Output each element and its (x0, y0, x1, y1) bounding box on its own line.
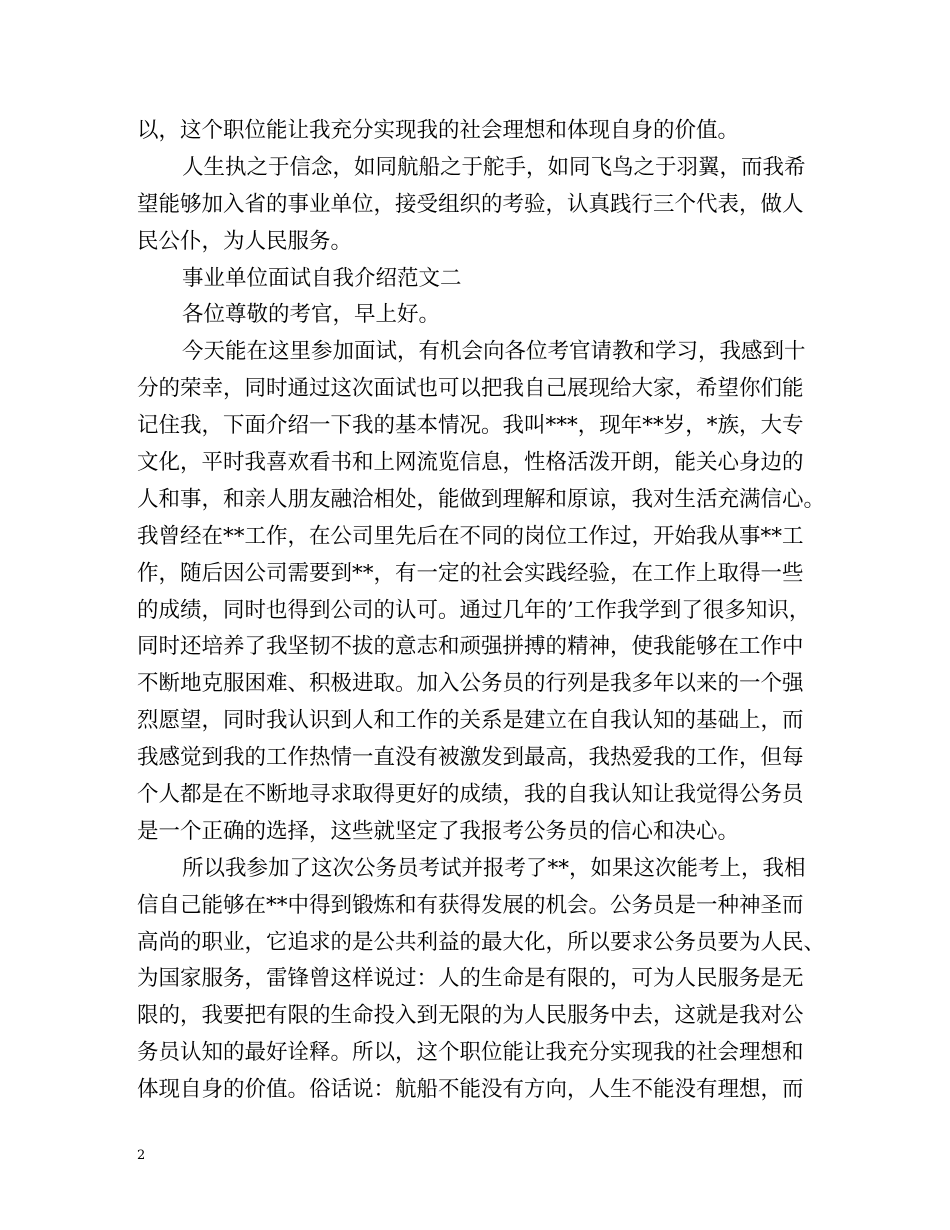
text-line: 记住我，下面介绍一下我的基本情况。我叫***，现年**岁，*族，大专 (137, 413, 804, 439)
text-line: 为国家服务，雷锋曾这样说过：人的生命是有限的，可为人民服务是无 (137, 966, 804, 992)
text-line: 信自己能够在**中得到锻炼和有获得发展的机会。公务员是一种神圣而 (137, 892, 804, 918)
text-line: 所以我参加了这次公务员考试并报考了**，如果这次能考上，我相 (182, 855, 806, 881)
text-line: 事业单位面试自我介绍范文二 (182, 265, 462, 291)
text-line: 烈愿望，同时我认识到人和工作的关系是建立在自我认知的基础上，而 (137, 708, 804, 734)
text-line: 各位尊敬的考官，早上好。 (182, 302, 441, 328)
text-line: 作，随后因公司需要到**，有一定的社会实践经验，在工作上取得一些 (137, 560, 804, 586)
text-line: 今天能在这里参加面试，有机会向各位考官请教和学习，我感到十 (182, 339, 806, 365)
text-line: 望能够加入省的事业单位，接受组织的考验，认真践行三个代表，做人 (137, 191, 804, 217)
text-line: 人生执之于信念，如同航船之于舵手，如同飞鸟之于羽翼，而我希 (182, 154, 806, 180)
text-line: 我感觉到我的工作热情一直没有被激发到最高，我热爱我的工作，但每 (137, 745, 804, 771)
page-number: 2 (137, 1148, 146, 1163)
text-line: 人和事，和亲人朋友融洽相处，能做到理解和原谅，我对生活充满信心。 (137, 486, 826, 512)
text-line: 民公仆，为人民服务。 (137, 228, 353, 254)
text-line: 限的，我要把有限的生命投入到无限的为人民服务中去，这就是我对公 (137, 1003, 804, 1029)
text-line: 不断地克服困难、积极进取。加入公务员的行列是我多年以来的一个强 (137, 671, 804, 697)
text-line: 的成绩，同时也得到公司的认可。通过几年的’工作我学到了很多知识， (137, 597, 811, 623)
text-line: 个人都是在不断地寻求取得更好的成绩，我的自我认知让我觉得公务员 (137, 782, 804, 808)
text-line: 体现自身的价值。俗话说：航船不能没有方向，人生不能没有理想，而 (137, 1077, 804, 1103)
text-line: 我曾经在**工作，在公司里先后在不同的岗位工作过，开始我从事**工 (137, 523, 804, 549)
text-line: 高尚的职业，它追求的是公共利益的最大化，所以要求公务员要为人民、 (137, 929, 826, 955)
text-line: 同时还培养了我坚韧不拔的意志和顽强拼搏的精神，使我能够在工作中 (137, 634, 804, 660)
text-line: 文化，平时我喜欢看书和上网流览信息，性格活泼开朗，能关心身边的 (137, 450, 804, 476)
text-line: 以，这个职位能让我充分实现我的社会理想和体现自身的价值。 (137, 118, 740, 143)
text-line: 是一个正确的选择，这些就坚定了我报考公务员的信心和决心。 (137, 818, 740, 844)
text-line: 务员认知的最好诠释。所以，这个职位能让我充分实现我的社会理想和 (137, 1040, 804, 1066)
document-body (137, 113, 826, 1109)
text-line: 分的荣幸，同时通过这次面试也可以把我自己展现给大家，希望你们能 (137, 376, 804, 402)
